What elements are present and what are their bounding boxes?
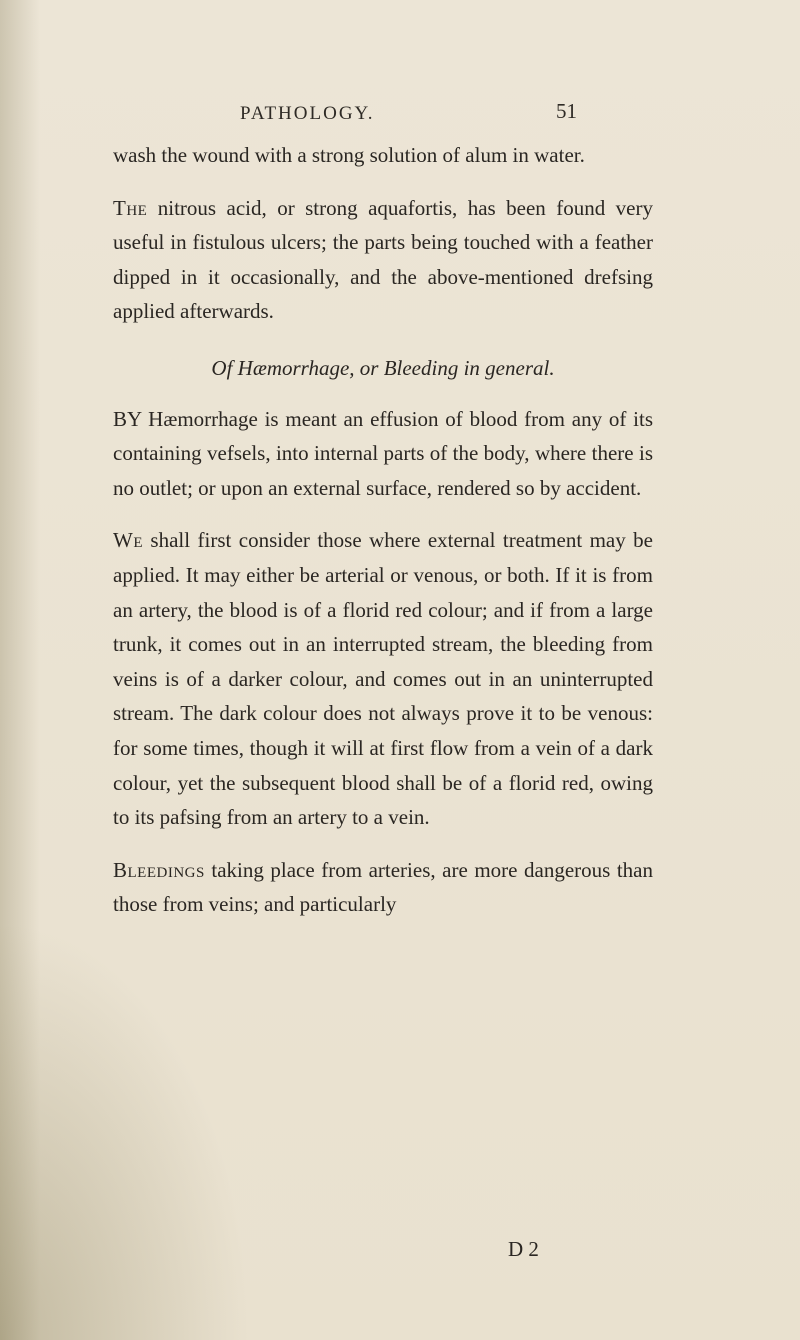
section-heading: Of Hæmorrhage, or Bleeding in general. (211, 355, 555, 380)
paragraph-nitrous-acid (113, 191, 653, 329)
paragraph-text: nitrous acid, or strong aquafortis, has been found very useful in fistulous ulcers; the parts being touched with a feather dipped in it occasionally, and the above-mentioned drefsing applied afterwards. (113, 195, 653, 324)
paragraph-treatment (113, 523, 653, 834)
paragraph-lead-word: Bleedings (113, 857, 205, 882)
body-text (113, 138, 653, 922)
paragraph-text: taking place from arteries, are more dangerous than those from veins; and particularly (113, 857, 653, 917)
paragraph-text: shall first consider those where external treatment may be applied. It may either be arterial or venous, or both. If it is from an artery, the blood is of a florid red colour; and if from a large trunk, it comes out in an interrupted stream, the bleeding from veins is of a darker colour, and comes out in an uninterrupted stream. The dark colour does not always prove it to be venous: for some times, though it will at first flow from a vein of a dark colour, yet the subsequent blood shall be of a florid red, owing to its pafsing from an artery to a vein. (113, 528, 653, 830)
page-number: 51 (556, 99, 577, 123)
paragraph-lead-word: We (113, 528, 143, 553)
paragraph-continuation: wash the wound with a strong solution of alum in water. (113, 143, 585, 167)
paragraph-definition: BY Hæmorrhage is meant an effusion of blood from any of its containing vefsels, into internal parts of the body, where there is no outlet; or upon an external surface, rendered so by accident. (113, 406, 653, 500)
running-head (0, 99, 800, 133)
paragraph-lead-word: The (113, 195, 148, 220)
paragraph-bleedings (113, 853, 653, 922)
running-head-title: PATHOLOGY. (240, 103, 375, 124)
signature-mark: D 2 (508, 1237, 539, 1261)
